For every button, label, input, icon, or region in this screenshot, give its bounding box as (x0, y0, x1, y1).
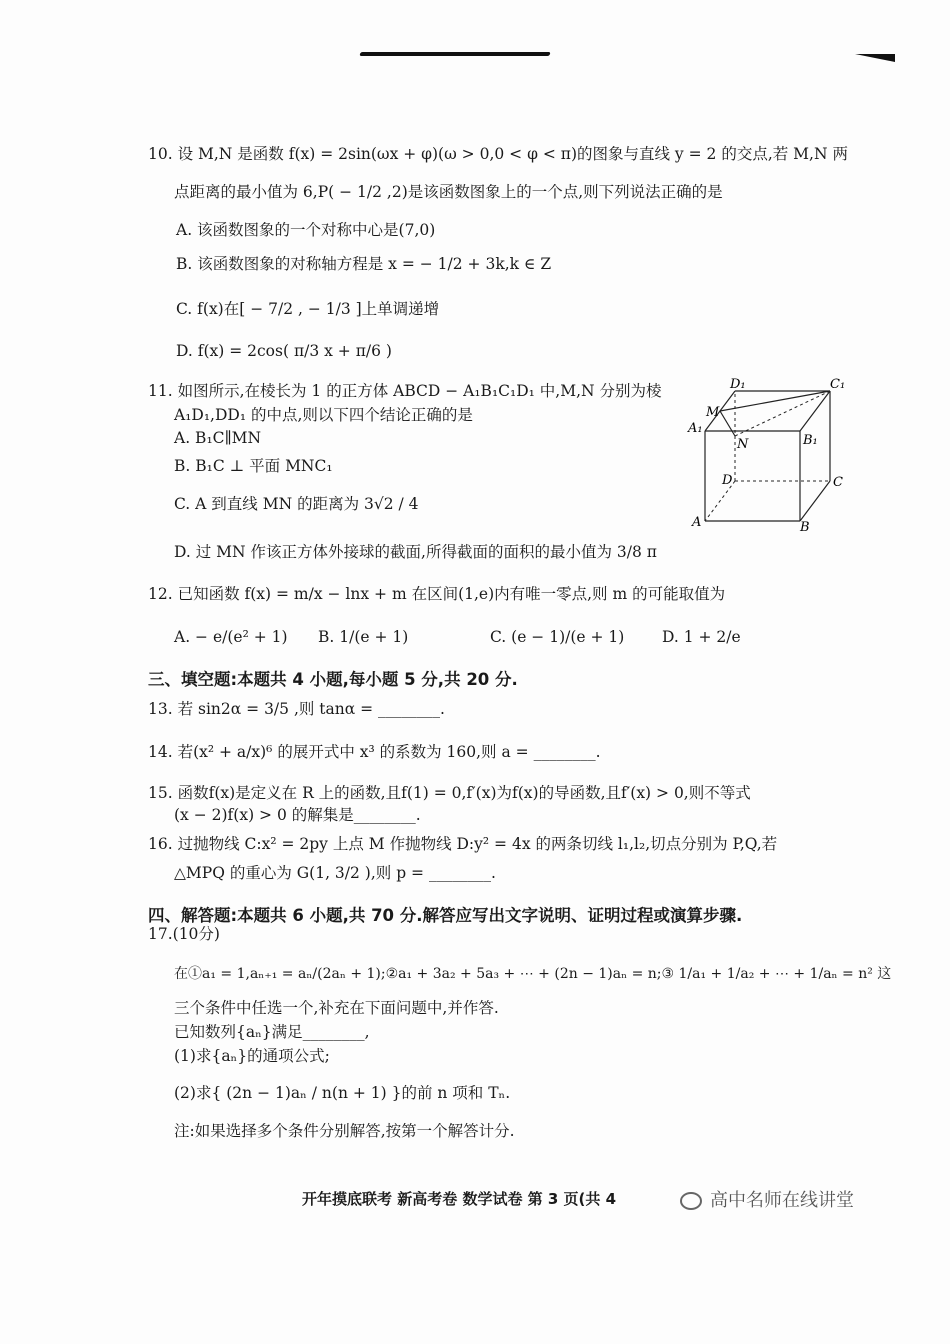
label-b1: B₁ (803, 433, 818, 448)
label-n: N (737, 437, 749, 452)
label-b: B (800, 520, 810, 535)
q15-line1: 15. 函数f(x)是定义在 R 上的函数,且f(1) = 0,f′(x)为f(x)的导函数,且f′(x) > 0,则不等式 (148, 784, 751, 802)
label-c: C (833, 475, 843, 490)
wechat-icon (680, 1192, 702, 1210)
q10-option-a: A. 该函数图象的一个对称中心是(7,0) (176, 221, 436, 239)
scan-artifact-corner (855, 54, 895, 62)
q11-option-b: B. B₁C ⊥ 平面 MNC₁ (174, 457, 333, 475)
q12-option-a: A. − e/(e² + 1) (174, 628, 288, 646)
q12-option-d: D. 1 + 2/e (662, 628, 741, 646)
label-d1: D₁ (730, 377, 746, 392)
q12-option-c: C. (e − 1)/(e + 1) (490, 628, 625, 646)
q13-text: 13. 若 sin2α = 3/5 ,则 tanα = ________. (148, 700, 445, 718)
q15-line2: (x − 2)f(x) > 0 的解集是________. (174, 806, 421, 824)
q17-line4: (1)求{aₙ}的通项公式; (174, 1047, 330, 1065)
q10-option-b: B. 该函数图象的对称轴方程是 x = − 1/2 + 3k,k ∈ Z (176, 255, 552, 273)
q17-line3: 已知数列{aₙ}满足________, (174, 1023, 370, 1041)
q10-option-d: D. f(x) = 2cos( π/3 x + π/6 ) (176, 342, 392, 360)
section3-heading: 三、填空题:本题共 4 小题,每小题 5 分,共 20 分. (148, 670, 518, 689)
cube-figure (680, 376, 850, 536)
q11-line2: A₁D₁,DD₁ 的中点,则以下四个结论正确的是 (174, 406, 473, 424)
label-a1: A₁ (688, 421, 703, 436)
section4-heading: 四、解答题:本题共 6 小题,共 70 分.解答应写出文字说明、证明过程或演算步骤. (148, 906, 743, 925)
q11-line1: 11. 如图所示,在棱长为 1 的正方体 ABCD − A₁B₁C₁D₁ 中,M,N 分别为棱 (148, 382, 662, 400)
label-d: D (722, 473, 733, 488)
q17-line2: 三个条件中任选一个,补充在下面问题中,并作答. (174, 999, 499, 1017)
q17-line1: 在①a₁ = 1,aₙ₊₁ = aₙ/(2aₙ + 1);②a₁ + 3a₂ + 5a₃ + ⋯ + (2n − 1)aₙ = n;③ 1/a₁ + 1/a₂ + ⋯ + 1/aₙ = n² 这 (174, 966, 892, 982)
q16-line2: △MPQ 的重心为 G(1, 3/2 ),则 p = ________. (174, 864, 496, 882)
q11-option-d: D. 过 MN 作该正方体外接球的截面,所得截面的面积的最小值为 3/8 π (174, 543, 657, 561)
q17-head: 17.(10分) (148, 925, 220, 943)
segment-mn (720, 411, 735, 436)
q11-option-a: A. B₁C∥MN (174, 429, 262, 447)
q16-line1: 16. 过抛物线 C:x² = 2py 上点 M 作抛物线 D:y² = 4x 的两条切线 l₁,l₂,切点分别为 P,Q,若 (148, 835, 778, 853)
watermark-text: 高中名师在线讲堂 (710, 1190, 854, 1211)
q12-option-b: B. 1/(e + 1) (318, 628, 409, 646)
segment-nc1 (735, 391, 830, 436)
q17-line6: 注:如果选择多个条件分别解答,按第一个解答计分. (174, 1122, 515, 1140)
edge-b1c1 (800, 391, 830, 431)
q17-line5: (2)求{ (2n − 1)aₙ / n(n + 1) }的前 n 项和 Tₙ. (174, 1084, 511, 1102)
label-m: M (706, 405, 720, 420)
q10-line2: 点距离的最小值为 6,P( − 1/2 ,2)是该函数图象上的一个点,则下列说法正确的是 (174, 183, 723, 201)
page-footer: 开年摸底联考 新高考卷 数学试卷 第 3 页(共 4 (302, 1190, 617, 1208)
q10-line1: 10. 设 M,N 是函数 f(x) = 2sin(ωx + φ)(ω > 0,0 < φ < π)的图象与直线 y = 2 的交点,若 M,N 两 (148, 145, 848, 163)
edge-bc (800, 481, 830, 521)
watermark (680, 1186, 854, 1212)
segment-mc1 (720, 391, 830, 411)
q10-option-c: C. f(x)在[ − 7/2 , − 1/3 ]上单调递增 (176, 300, 440, 318)
q14-text: 14. 若(x² + a/x)⁶ 的展开式中 x³ 的系数为 160,则 a = ________. (148, 743, 601, 761)
label-a: A (692, 515, 702, 530)
label-c1: C₁ (830, 377, 846, 392)
scan-artifact-bar (359, 52, 550, 56)
q11-option-c: C. A 到直线 MN 的距离为 3√2 / 4 (174, 495, 419, 513)
q12-line1: 12. 已知函数 f(x) = m/x − lnx + m 在区间(1,e)内有唯一零点,则 m 的可能取值为 (148, 585, 726, 603)
